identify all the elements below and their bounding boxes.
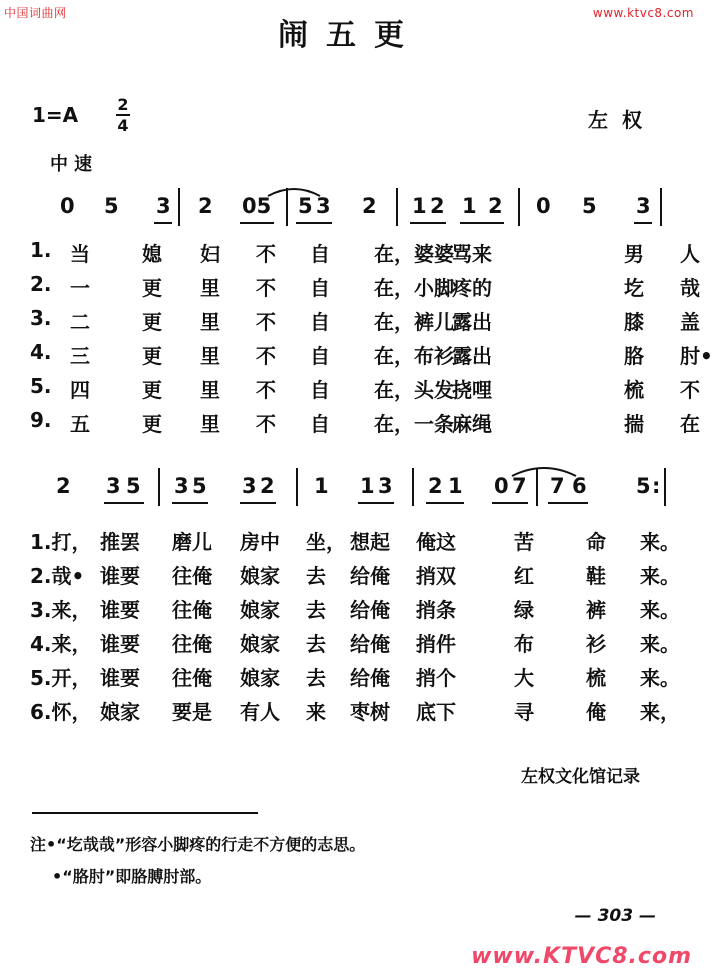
lyric-word: 胳 <box>624 344 644 368</box>
lyric-word: 娘家 <box>240 598 280 622</box>
note: 5 <box>582 194 597 218</box>
lyric-word: 捎个 <box>416 666 456 690</box>
note: 2 <box>428 474 443 498</box>
lyric-word: 里 <box>200 276 220 300</box>
lyric-word: 梳 <box>624 378 644 402</box>
lyric-word: 肘• <box>680 344 713 368</box>
lyric-word: 哉 <box>680 276 700 300</box>
note: 3 <box>156 194 171 218</box>
footnote-rule <box>32 812 258 814</box>
lyric-word: 往俺 <box>172 632 212 656</box>
lyric-word: 娘家 <box>240 666 280 690</box>
lyric-word: 要是 <box>172 700 212 724</box>
lyric-word: 往俺 <box>172 666 212 690</box>
lyric-word: 捎件 <box>416 632 456 656</box>
note: 3 <box>378 474 393 498</box>
lyric-word: 寻 <box>514 700 534 724</box>
lyric-word: 娘家 <box>240 564 280 588</box>
lyric-row <box>30 696 680 726</box>
note: 7 <box>550 474 565 498</box>
note: 0 <box>536 194 551 218</box>
note: 5 <box>636 474 651 498</box>
lyric-word: 三 <box>70 344 90 368</box>
lyric-word: 来。 <box>640 598 680 622</box>
lyric-word: 来。 <box>640 666 680 690</box>
lyric-word: 谁要 <box>100 564 140 588</box>
verse-number: 5.开， <box>30 666 92 690</box>
lyric-word: 给俺 <box>350 564 390 588</box>
lyric-word: 布 <box>514 632 534 656</box>
lyric-word: 里 <box>200 412 220 436</box>
song-title: 闹五更 <box>278 18 422 53</box>
lyric-row <box>30 272 700 302</box>
note: 2 <box>362 194 377 218</box>
note: 5 <box>192 474 207 498</box>
verse-number: 3. <box>30 306 52 330</box>
note: 7 <box>512 474 527 498</box>
note: 1 <box>360 474 375 498</box>
lyric-word: 自 <box>310 310 330 334</box>
watermark-top-left: 中国词曲网 <box>4 6 67 20</box>
tie-arc <box>36 188 666 228</box>
lyric-word: 麻绳 <box>452 412 492 436</box>
lyric-word: 不 <box>256 242 276 266</box>
lyric-word: 更 <box>142 276 162 300</box>
note: 3 <box>174 474 189 498</box>
key-signature: 1=A <box>32 103 79 127</box>
notation-staff-2 <box>36 468 666 508</box>
lyric-word: 妇 <box>200 242 220 266</box>
note: 0 <box>60 194 75 218</box>
lyric-word: 五 <box>70 412 90 436</box>
lyric-word: 不 <box>256 344 276 368</box>
note: 3 <box>636 194 651 218</box>
lyric-word: 人 <box>680 242 700 266</box>
note: 2 <box>430 194 445 218</box>
lyric-word: 在，婆婆 <box>374 242 454 266</box>
lyric-word: 媳 <box>142 242 162 266</box>
time-signature-bottom: 4 <box>117 116 129 135</box>
lyric-word: 更 <box>142 310 162 334</box>
time-signature <box>116 96 130 134</box>
verse-number: 4. <box>30 340 52 364</box>
lyric-word: 红 <box>514 564 534 588</box>
lyric-row <box>30 408 700 438</box>
note: 2 <box>198 194 213 218</box>
lyric-word: 挠哩 <box>452 378 492 402</box>
lyric-word: 绿 <box>514 598 534 622</box>
lyric-word: 盖 <box>680 310 700 334</box>
lyric-word: 圪 <box>624 276 644 300</box>
lyric-word: 骂来 <box>452 242 492 266</box>
lyric-word: 底下 <box>416 700 456 724</box>
note: 2 <box>488 194 503 218</box>
note: 3 <box>106 474 121 498</box>
lyric-word: 娘家 <box>100 700 140 724</box>
lyric-word: 鞋 <box>586 564 606 588</box>
lyric-word: 更 <box>142 344 162 368</box>
lyric-word: 不 <box>256 378 276 402</box>
lyric-word: 想起 <box>350 530 390 554</box>
lyric-row <box>30 560 680 590</box>
lyric-word: 自 <box>310 242 330 266</box>
lyric-word: 来。 <box>640 530 680 554</box>
lyric-word: 自 <box>310 276 330 300</box>
lyric-word: 不 <box>256 276 276 300</box>
lyric-word: 二 <box>70 310 90 334</box>
note: 05 <box>242 194 272 218</box>
lyric-word: 在 <box>680 412 700 436</box>
lyric-word: 露出 <box>452 344 492 368</box>
lyric-word: 去 <box>306 598 326 622</box>
lyric-word: 自 <box>310 412 330 436</box>
repeat-sign: : <box>652 474 661 498</box>
lyric-row <box>30 238 700 268</box>
lyric-row <box>30 374 700 404</box>
lyric-word: 露出 <box>452 310 492 334</box>
lyric-word: 苦 <box>514 530 534 554</box>
lyric-word: 捎条 <box>416 598 456 622</box>
lyric-row <box>30 340 713 370</box>
lyric-row <box>30 662 680 692</box>
lyric-word: 里 <box>200 378 220 402</box>
note: 0 <box>494 474 509 498</box>
lyric-word: 枣树 <box>350 700 390 724</box>
lyric-word: 去 <box>306 632 326 656</box>
notation-staff-1 <box>36 188 666 228</box>
footnote-2: •“胳肘”即胳膊肘部。 <box>52 867 212 886</box>
lyric-word: 来 <box>306 700 326 724</box>
verse-number: 5. <box>30 374 52 398</box>
lyric-word: 推罢 <box>100 530 140 554</box>
lyric-word: 去 <box>306 564 326 588</box>
lyric-word: 捎双 <box>416 564 456 588</box>
lyric-word: 不 <box>680 378 700 402</box>
lyric-row <box>30 594 680 624</box>
lyric-word: 命 <box>586 530 606 554</box>
note: 3 <box>316 194 331 218</box>
lyric-word: 往俺 <box>172 598 212 622</box>
lyric-word: 在，一条 <box>374 412 454 436</box>
lyric-word: 揣 <box>624 412 644 436</box>
lyric-word: 更 <box>142 412 162 436</box>
lyric-word: 谁要 <box>100 666 140 690</box>
lyric-word: 给俺 <box>350 632 390 656</box>
verse-number: 6.怀， <box>30 700 92 724</box>
note: 1 <box>412 194 427 218</box>
lyric-word: 坐， <box>306 530 346 554</box>
lyric-row <box>30 526 680 556</box>
tie-arc <box>36 468 666 508</box>
lyric-word: 给俺 <box>350 598 390 622</box>
verse-number: 1.打， <box>30 530 92 554</box>
note: 1 <box>462 194 477 218</box>
lyric-word: 俺 <box>586 700 606 724</box>
lyric-word: 大 <box>514 666 534 690</box>
lyric-word: 自 <box>310 344 330 368</box>
lyric-word: 裤 <box>586 598 606 622</box>
verse-number: 3.来， <box>30 598 92 622</box>
lyric-word: 在，小脚 <box>374 276 454 300</box>
note: 5 <box>126 474 141 498</box>
watermark-bottom-right: www.KTVC8.com <box>471 944 692 969</box>
lyric-word: 给俺 <box>350 666 390 690</box>
footnote-1: 注•“圪哉哉”形容小脚疼的行走不方便的志思。 <box>30 835 366 854</box>
verse-number: 2.哉• <box>30 564 85 588</box>
lyric-word: 四 <box>70 378 90 402</box>
verse-number: 1. <box>30 238 52 262</box>
lyric-word: 房中 <box>240 530 280 554</box>
lyric-word: 更 <box>142 378 162 402</box>
note: 3 <box>242 474 257 498</box>
lyric-word: 膝 <box>624 310 644 334</box>
verse-number: 4.来， <box>30 632 92 656</box>
note: 6 <box>572 474 587 498</box>
lyric-word: 里 <box>200 310 220 334</box>
note: 1 <box>314 474 329 498</box>
lyric-word: 衫 <box>586 632 606 656</box>
lyric-word: 一 <box>70 276 90 300</box>
lyric-row <box>30 628 680 658</box>
note: 5 <box>104 194 119 218</box>
lyric-word: 不 <box>256 412 276 436</box>
note: 2 <box>260 474 275 498</box>
watermark-top-right: www.ktvc8.com <box>592 6 694 20</box>
note: 1 <box>448 474 463 498</box>
lyric-word: 来， <box>640 700 680 724</box>
note: 5 <box>298 194 313 218</box>
lyric-word: 来。 <box>640 632 680 656</box>
lyric-word: 往俺 <box>172 564 212 588</box>
lyric-row <box>30 306 700 336</box>
lyric-word: 里 <box>200 344 220 368</box>
lyric-word: 磨儿 <box>172 530 212 554</box>
lyric-word: 在，布衫 <box>374 344 454 368</box>
lyric-word: 自 <box>310 378 330 402</box>
lyric-word: 不 <box>256 310 276 334</box>
lyric-word: 俺这 <box>416 530 456 554</box>
lyric-word: 梳 <box>586 666 606 690</box>
lyric-word: 疼的 <box>452 276 492 300</box>
lyric-word: 去 <box>306 666 326 690</box>
lyric-word: 谁要 <box>100 598 140 622</box>
transcription-credit: 左权文化馆记录 <box>521 767 640 787</box>
lyric-word: 谁要 <box>100 632 140 656</box>
tempo-marking: 中速 <box>50 154 98 175</box>
note: 2 <box>56 474 71 498</box>
lyric-word: 在，裤儿 <box>374 310 454 334</box>
song-origin: 左权 <box>588 108 656 132</box>
lyric-word: 娘家 <box>240 632 280 656</box>
lyric-word: 来。 <box>640 564 680 588</box>
time-signature-top: 2 <box>117 95 129 114</box>
page-number: — 303 — <box>574 906 656 926</box>
lyric-word: 当 <box>70 242 90 266</box>
verse-number: 9. <box>30 408 52 432</box>
lyric-word: 有人 <box>240 700 280 724</box>
verse-number: 2. <box>30 272 52 296</box>
lyric-word: 在，头发 <box>374 378 454 402</box>
lyric-word: 男 <box>624 242 644 266</box>
